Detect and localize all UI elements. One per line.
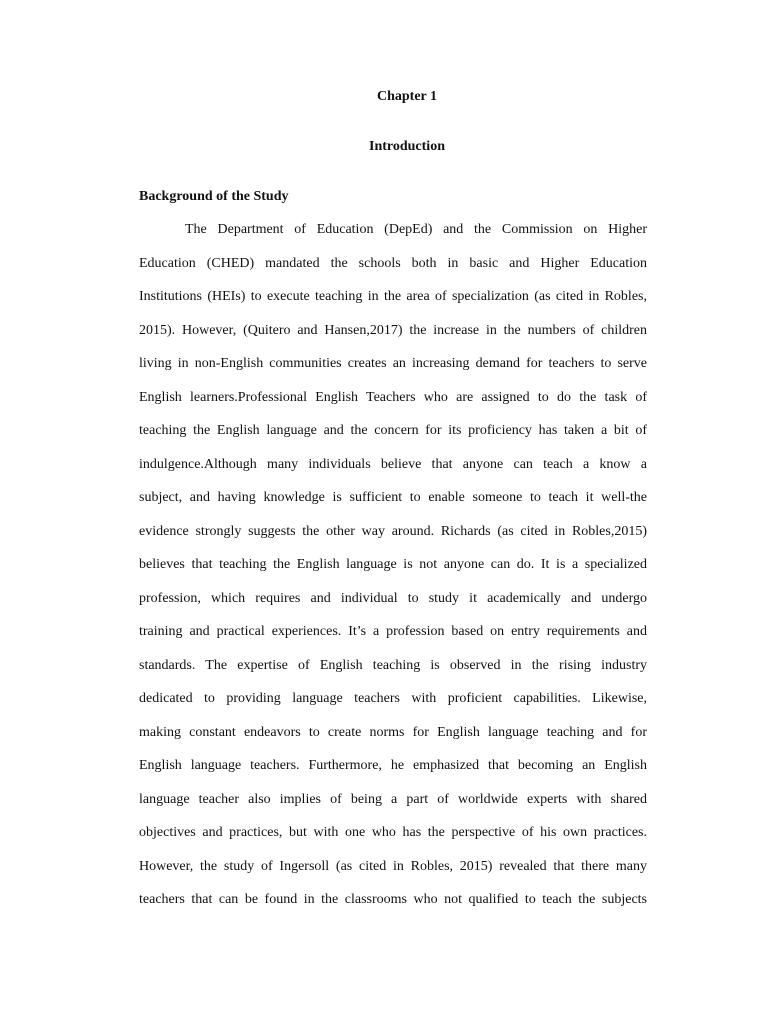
paragraph-line: indulgence.Although many individuals believe that anyone can teach a know a bbox=[139, 456, 647, 472]
paragraph-line: However, the study of Ingersoll (as cited in Robles, 2015) revealed that there many bbox=[139, 858, 647, 874]
paragraph-line: dedicated to providing language teachers with proficient capabilities. Likewise, bbox=[139, 691, 647, 706]
section-heading: Background of the Study bbox=[139, 189, 289, 204]
paragraph-line: believes that teaching the English language is not anyone can do. It is a specialized bbox=[139, 557, 647, 572]
paragraph-line: Institutions (HEIs) to execute teaching in the area of specialization (as cited in Robles, bbox=[139, 289, 647, 304]
introduction-title: Introduction bbox=[369, 139, 445, 154]
paragraph-line: English language teachers. Furthermore, he emphasized that becoming an English bbox=[139, 758, 647, 773]
paragraph-line: making constant endeavors to create norms for English language teaching and for bbox=[139, 724, 647, 740]
paragraph-line: teachers that can be found in the classrooms who not qualified to teach the subjects bbox=[139, 892, 647, 907]
paragraph-line: profession, which requires and individual to study it academically and undergo bbox=[139, 590, 647, 606]
paragraph-line: training and practical experiences. It’s a profession based on entry requirements and bbox=[139, 624, 647, 639]
chapter-title: Chapter 1 bbox=[376, 89, 438, 104]
paragraph-line: living in non-English communities creates an increasing demand for teachers to serve bbox=[139, 356, 647, 371]
paragraph-line: subject, and having knowledge is sufficient to enable someone to teach it well-the bbox=[139, 490, 647, 505]
paragraph-line: standards. The expertise of English teaching is observed in the rising industry bbox=[139, 657, 647, 673]
paragraph-line: English learners.Professional English Teachers who are assigned to do the task of bbox=[139, 389, 647, 405]
paragraph-line: Education (CHED) mandated the schools both in basic and Higher Education bbox=[139, 255, 647, 271]
paragraph-line: teaching the English language and the concern for its proficiency has taken a bit of bbox=[139, 423, 647, 438]
body-paragraph bbox=[139, 220, 647, 924]
paragraph-line: The Department of Education (DepEd) and the Commission on Higher bbox=[185, 222, 647, 237]
paragraph-line: 2015). However, (Quitero and Hansen,2017) the increase in the numbers of children bbox=[139, 322, 647, 338]
paragraph-line: evidence strongly suggests the other way around. Richards (as cited in Robles,2015) bbox=[139, 523, 647, 539]
paragraph-line: language teacher also implies of being a part of worldwide experts with shared bbox=[139, 791, 647, 807]
paragraph-line: objectives and practices, but with one who has the perspective of his own practices. bbox=[139, 825, 647, 840]
